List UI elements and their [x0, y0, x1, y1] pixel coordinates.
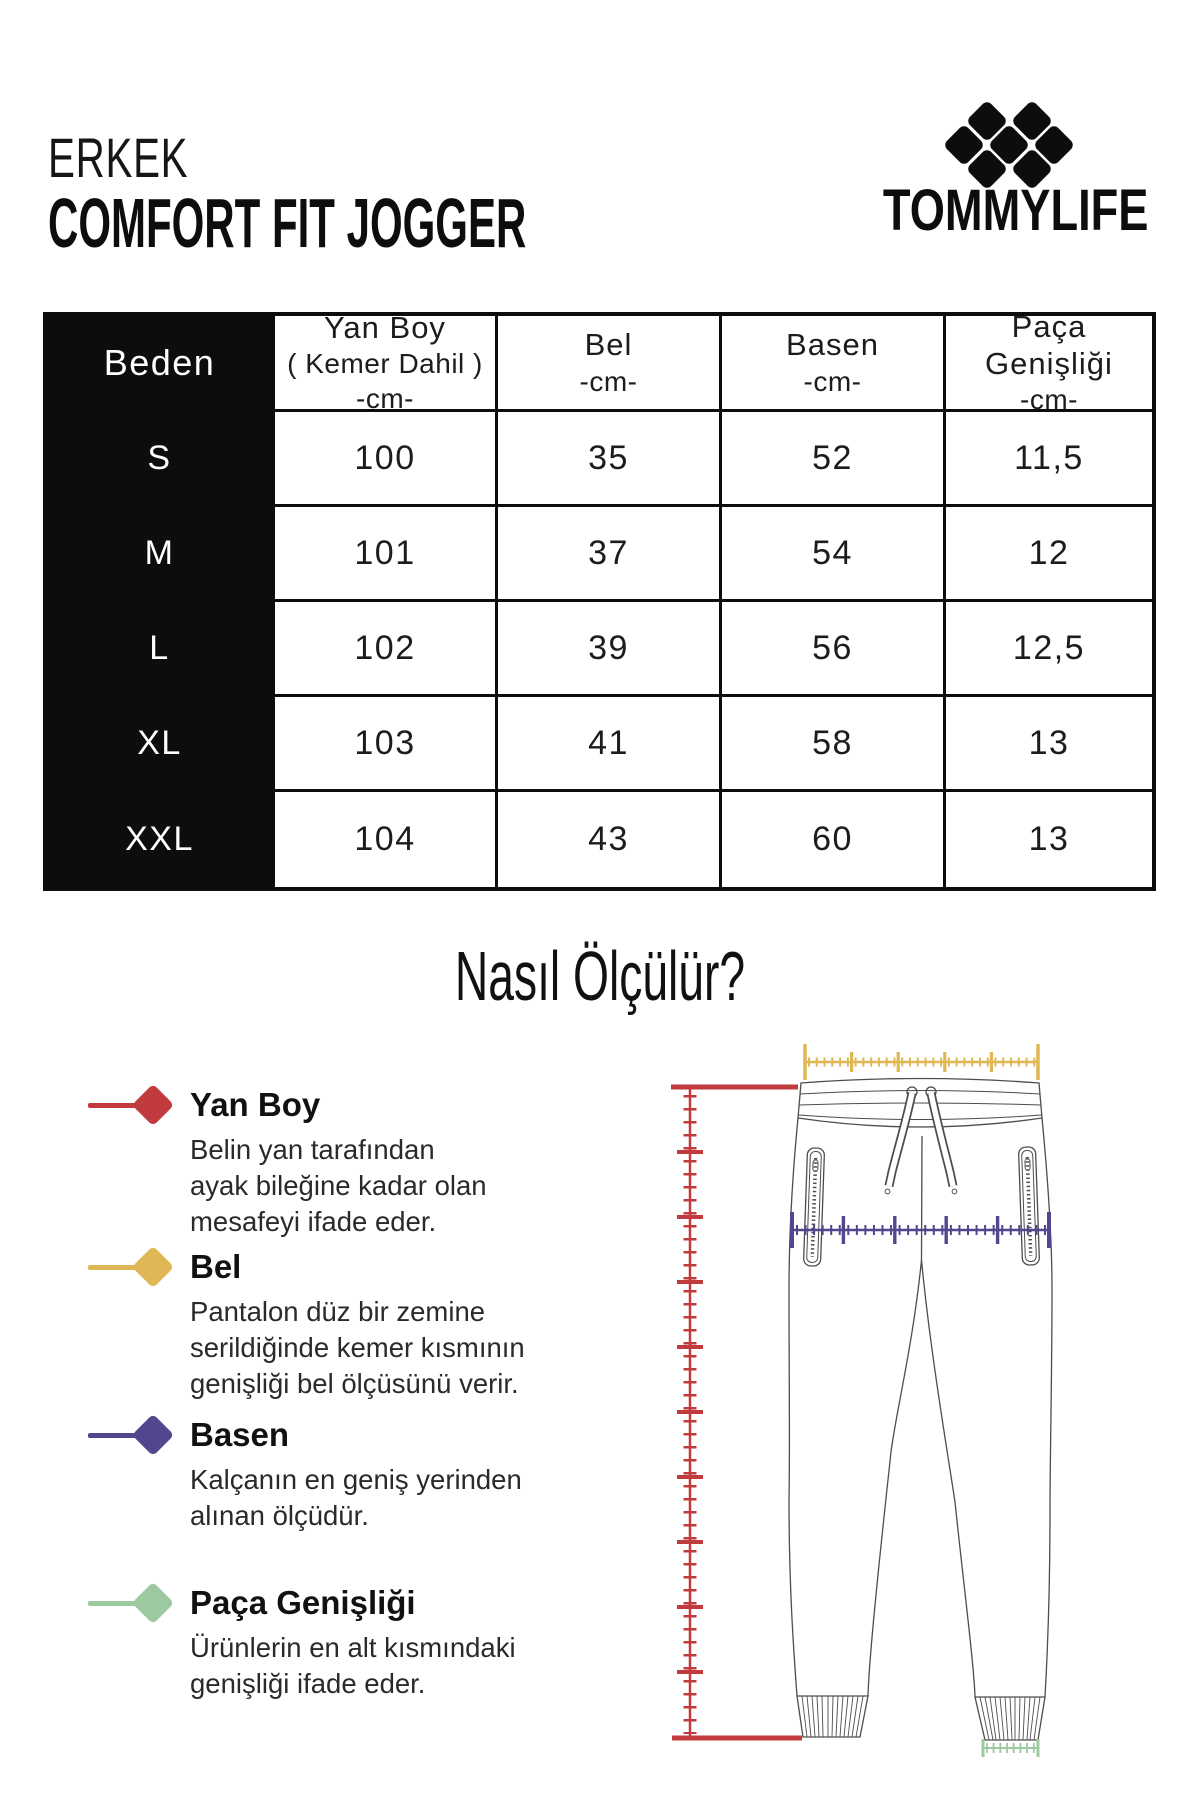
- table-header-basen: Basen -cm-: [722, 316, 946, 412]
- section-title: Nasıl Ölçülür?: [454, 937, 746, 1015]
- basen-ruler: [792, 1212, 1049, 1248]
- table-cell: 54: [722, 507, 946, 602]
- paca-diamond-marker-icon: [88, 1584, 190, 1622]
- table-cell: 43: [498, 792, 722, 887]
- pants-line-art: [789, 1079, 1052, 1741]
- yan-boy-diamond-marker-icon: [88, 1086, 190, 1124]
- size-label: XL: [47, 697, 275, 792]
- legend-description: Ürünlerin en alt kısmındaki genişliği ifade eder.: [190, 1632, 516, 1699]
- table-cell: 35: [498, 412, 722, 507]
- legend-title: Bel: [190, 1248, 242, 1285]
- table-cell: 11,5: [946, 412, 1152, 507]
- legend-item-basen: [88, 1416, 522, 1534]
- size-label: S: [47, 412, 275, 507]
- size-label: M: [47, 507, 275, 602]
- waistband: [798, 1079, 1042, 1128]
- legend-description: Kalçanın en geniş yerinden alınan ölçüdür.: [190, 1464, 522, 1531]
- legend-item-paca-genisligi: [88, 1584, 516, 1702]
- size-table: [43, 308, 1156, 891]
- yan-boy-ruler: [671, 1087, 802, 1738]
- ribbed-cuffs: [797, 1696, 1045, 1740]
- brand-wordmark: TOMMYLIFE: [882, 178, 1148, 243]
- bel-diamond-marker-icon: [88, 1248, 190, 1286]
- table-cell: 41: [498, 697, 722, 792]
- product-title: COMFORT FIT JOGGER: [48, 184, 527, 262]
- pants-body: [789, 1118, 1052, 1697]
- legend-title: Basen: [190, 1416, 290, 1453]
- table-cell: 37: [498, 507, 722, 602]
- table-header-bel: Bel -cm-: [498, 316, 722, 412]
- table-cell: 13: [946, 697, 1152, 792]
- table-header-yan-boy: Yan Boy ( Kemer Dahil ) -cm-: [275, 316, 498, 412]
- table-cell: 58: [722, 697, 946, 792]
- table-cell: 104: [275, 792, 498, 887]
- jogger-technical-drawing: [650, 1030, 1080, 1780]
- right-zip-pocket: [1018, 1147, 1039, 1266]
- size-label: XXL: [47, 792, 275, 887]
- table-cell: 12: [946, 507, 1152, 602]
- size-label: L: [47, 602, 275, 697]
- table-header-beden: Beden: [47, 316, 275, 412]
- table-cell: 13: [1028, 820, 1070, 858]
- left-zip-pocket: [803, 1148, 824, 1267]
- bel-ruler: [805, 1044, 1038, 1080]
- category-title: ERKEK: [48, 126, 189, 189]
- basen-diamond-marker-icon: [88, 1416, 190, 1454]
- paca-genisligi-ruler: [983, 1739, 1038, 1757]
- table-cell: 103: [275, 697, 498, 792]
- legend-description: Pantalon düz bir zemine serildiğinde kemer kısmının genişliği bel ölçüsünü verir.: [190, 1296, 525, 1399]
- table-header-paca: Paça Genişliği -cm-: [946, 316, 1152, 412]
- table-cell: 100: [275, 412, 498, 507]
- legend-item-bel: [88, 1248, 525, 1402]
- legend-description: Belin yan tarafından ayak bileğine kadar olan mesafeyi ifade eder.: [190, 1134, 487, 1237]
- legend-title: Yan Boy: [190, 1086, 321, 1123]
- table-cell: 102: [275, 602, 498, 697]
- table-cell: 101: [275, 507, 498, 602]
- legend-item-yan-boy: [88, 1086, 487, 1240]
- table-cell: 52: [722, 412, 946, 507]
- table-cell: 60: [722, 792, 946, 887]
- table-cell: 39: [498, 602, 722, 697]
- table-cell: 12,5: [946, 602, 1152, 697]
- legend-title: Paça Genişliği: [190, 1584, 416, 1621]
- table-cell: 56: [722, 602, 946, 697]
